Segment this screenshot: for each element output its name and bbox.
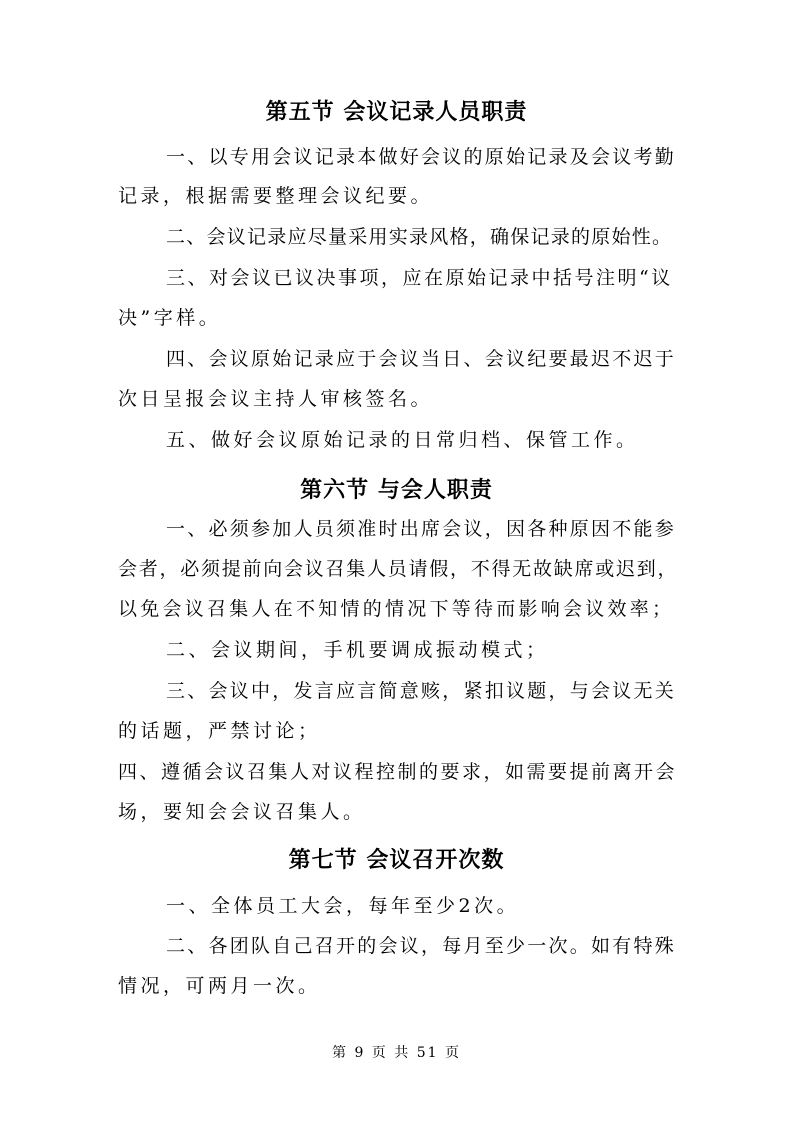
paragraph-line: 次日呈报会议主持人审核签名。 xyxy=(118,388,434,410)
paragraph-line: 一、全体员工大会，每年至少2次。 xyxy=(166,895,520,917)
paragraph-line: 二、各团队自己召开的会议，每月至少一次。如有特殊 xyxy=(166,935,677,957)
paragraph-line: 四、会议原始记录应于会议当日、会议纪要最迟不迟于 xyxy=(166,348,677,370)
paragraph-line: 五、做好会议原始记录的日常归档、保管工作。 xyxy=(166,429,639,451)
paragraph-line: 一、以专用会议记录本做好会议的原始记录及会议考勤 xyxy=(166,146,677,168)
page-number-footer: 第 9 页 共 51 页 xyxy=(332,1045,461,1061)
paragraph-line: 三、对会议已议决事项，应在原始记录中括号注明“议 xyxy=(166,267,673,289)
section-title-5: 第五节 会议记录人员职责 xyxy=(265,100,528,125)
section-title-7: 第七节 会议召开次数 xyxy=(288,848,505,873)
paragraph-line: 场，要知会会议召集人。 xyxy=(118,801,366,823)
section-title-6: 第六节 与会人职责 xyxy=(300,478,493,503)
paragraph-line: 二、会议期间，手机要调成振动模式； xyxy=(166,639,549,661)
paragraph-line: 决”字样。 xyxy=(118,307,222,329)
paragraph-line: 二、会议记录应尽量采用实录风格，确保记录的原始性。 xyxy=(166,226,673,248)
paragraph-line: 以免会议召集人在不知情的情况下等待而影响会议效率； xyxy=(118,598,675,620)
paragraph-line: 一、必须参加人员须准时出席会议，因各种原因不能参 xyxy=(166,518,677,540)
paragraph-line: 的话题，严禁讨论； xyxy=(118,720,321,742)
paragraph-line: 记录，根据需要整理会议纪要。 xyxy=(118,185,434,207)
paragraph-line: 会者，必须提前向会议召集人员请假，不得无故缺席或迟到， xyxy=(118,558,679,580)
paragraph-line: 三、会议中，发言应言简意赅，紧扣议题，与会议无关 xyxy=(166,680,677,702)
paragraph-line: 四、遵循会议召集人对议程控制的要求，如需要提前离开会 xyxy=(118,761,678,783)
paragraph-line: 情况，可两月一次。 xyxy=(118,975,321,997)
